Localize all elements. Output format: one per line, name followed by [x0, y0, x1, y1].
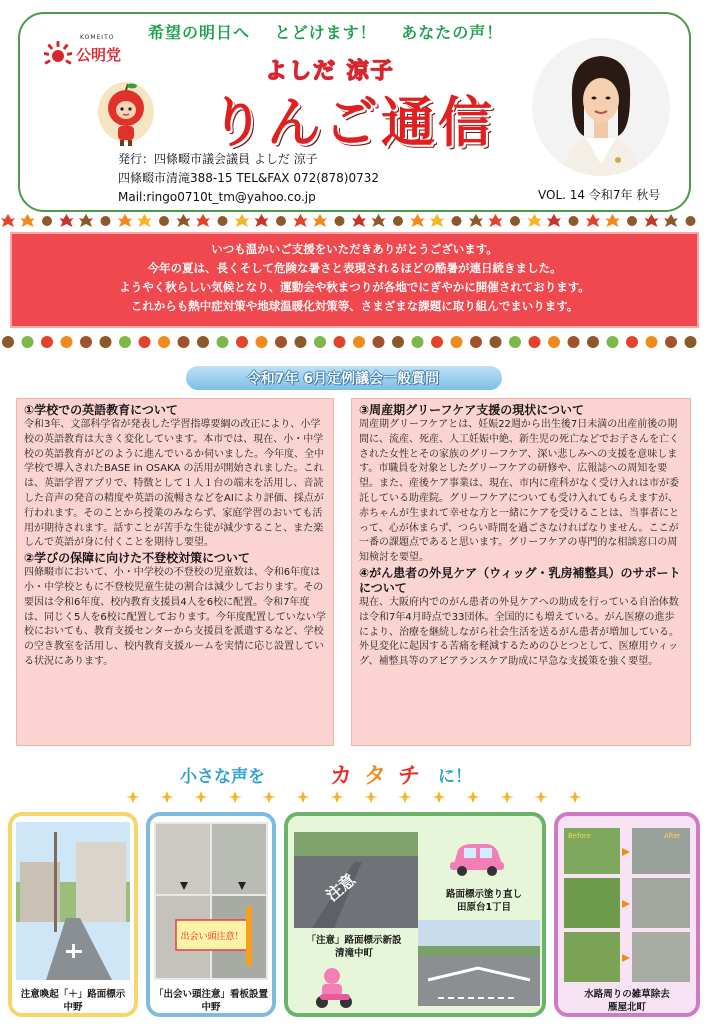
sparkle-icon	[330, 791, 344, 803]
maple-leaf-icon	[334, 336, 346, 348]
chestnut-icon	[276, 216, 286, 226]
maple-leaf-icon	[528, 214, 542, 227]
road-marking-photo-1	[294, 832, 418, 928]
chestnut-icon	[393, 216, 403, 226]
question-2-heading: ②学びの保障に向けた不登校対策について	[24, 551, 250, 566]
maple-leaf-icon	[235, 214, 249, 227]
sparkle-icon	[534, 791, 548, 803]
chestnut-icon	[335, 216, 345, 226]
sun-logo-icon	[44, 40, 72, 68]
apple-mascot-icon	[94, 78, 158, 150]
photo-caption-3b	[292, 934, 416, 960]
photo-caption-3a	[428, 888, 540, 914]
grape-icon	[22, 336, 34, 348]
maple-leaf-icon	[236, 336, 248, 348]
street-photo-1	[16, 822, 130, 980]
chestnut-icon	[451, 336, 463, 348]
chestnut-icon	[569, 216, 579, 226]
grape-icon	[412, 336, 424, 348]
photo-caption-2-line-2: 中野	[201, 1002, 221, 1013]
grape-icon	[509, 336, 521, 348]
chestnut-icon	[159, 216, 169, 226]
photo-caption-3b-line-1: 「注意」路面標示新設	[306, 935, 402, 946]
maple-leaf-icon	[645, 214, 659, 227]
slogan-part-2: とどけます！	[274, 23, 377, 42]
photo-caption-4-line-1: 水路周りの雑草除去	[584, 989, 670, 1000]
party-romaji: KOMEITO	[80, 34, 115, 41]
email-line: Mail:ringo0710t_tm@yahoo.co.jp	[118, 190, 316, 204]
greeting-line-1: いつも温かいご支援をいただきありがとうございます。	[211, 242, 498, 256]
chestnut-icon	[646, 336, 658, 348]
chestnut-icon	[587, 336, 599, 348]
grape-icon	[607, 336, 619, 348]
chestnut-icon	[42, 216, 52, 226]
photo-card-4	[554, 812, 700, 1017]
chestnut-icon	[470, 336, 482, 348]
publisher-info	[118, 150, 379, 207]
grape-icon	[314, 336, 326, 348]
photo-caption-2-line-1: 「出会い頭注意」看板設置	[153, 989, 268, 1000]
chestnut-icon	[80, 336, 92, 348]
sparkle-icon	[194, 791, 208, 803]
photo-card-3	[284, 812, 546, 1017]
question-3-heading: ③周産期グリーフケア支援の現状について	[359, 403, 584, 417]
photo-caption-1-line-1: 注意喚起「＋」路面標示	[20, 989, 126, 1000]
chestnut-icon	[685, 336, 697, 348]
sparkle-icon	[364, 791, 378, 803]
sparkle-icon	[466, 791, 480, 803]
small-voice-heading	[180, 762, 480, 790]
chestnut-icon	[686, 216, 696, 226]
chestnut-icon	[373, 336, 385, 348]
greeting-line-4: これからも熱中症対策や地球温暖化対策等、さまざまな課題に取り組んでまいります。	[130, 299, 579, 313]
street-photo-2	[154, 822, 268, 980]
volume-label: VOL. 14 令和7年 秋号	[538, 188, 661, 202]
newsletter-title: りんご通信	[210, 91, 495, 154]
chestnut-icon	[510, 216, 520, 226]
road-paint-text: 注意	[322, 869, 360, 906]
maple-leaf-icon	[1, 214, 15, 227]
maple-leaf-icon	[139, 336, 151, 348]
maple-leaf-icon	[664, 214, 678, 227]
party-name: 公明党	[76, 46, 122, 64]
chestnut-icon	[275, 336, 287, 348]
autumn-leaves-border	[0, 213, 709, 229]
maple-leaf-icon	[586, 214, 600, 227]
chestnut-icon	[158, 336, 170, 348]
autumn-fruits-border	[0, 334, 709, 350]
chestnut-icon	[256, 336, 268, 348]
chestnut-icon	[665, 336, 677, 348]
road-marking-photo-2	[418, 920, 540, 1006]
maple-leaf-icon	[79, 214, 93, 227]
maple-leaf-icon	[60, 214, 74, 227]
maple-leaf-icon	[138, 214, 152, 227]
right-panel	[351, 398, 691, 746]
katachi-chi: チ	[398, 764, 421, 789]
katachi-ka: カ	[330, 764, 353, 789]
chestnut-icon	[452, 216, 462, 226]
warning-sign-text: 出会い頭注意！	[180, 932, 244, 942]
photo-caption-3a-line-1: 路面標示塗り直し	[445, 889, 522, 900]
sparkle-icon	[296, 791, 310, 803]
maple-leaf-icon	[313, 214, 327, 227]
after-label: After	[664, 832, 681, 840]
question-3-body: 周産期グリーフケアとは、妊娠22週から出生後7日未満の出産前後の期間に、流産、死産、人工妊娠中絶、新生児の死亡などでお子さんを亡くされた女性とその家族のグリーフケア、深い悲しみへの支援を意味します。市職員を対象としたグリーフケアの研修や、広報誌への周知を要望。また、産後ケア事業は、現在、市内に産科がなく受け入れは市が委託している助産院。グリーフケアについても受け入れてもらえますが、赤ちゃんが生まれて幸せな方と一緒にケアを受けることは、当事者にとって、心が休まらず、つらい時間を過ごさなければなりません。ここが一番の課題点であると思います。グリーフケアの専門的な相談窓口の周知検討を要望。	[359, 419, 679, 564]
left-panel	[16, 398, 334, 746]
sparkle-icon	[398, 791, 412, 803]
small-voice-part-1: 小さな声を	[180, 767, 265, 787]
photo-caption-3b-line-2: 清滝中町	[334, 948, 373, 959]
maple-leaf-icon	[431, 336, 443, 348]
chestnut-icon	[2, 336, 14, 348]
maple-leaf-icon	[529, 336, 541, 348]
question-2-body: 四條畷市において、小・中学校の不登校の児童数は、令和6年度は小・中学校ともに不登校児童生徒の割合は減少しております。その要因は令和6年度、校内教育支援員4人を6校に配置。令和7年度は、同じく5人を6校に配置しております。今年度配置していない学校においても、教育支援センターから支援員を派遣するなど、学校の空き教室を活用し、校内教育支援ルームを実情に応じ設置している状況にあります。	[24, 567, 326, 667]
photo-caption-2	[150, 988, 272, 1014]
photo-caption-1-line-2: 中野	[63, 1002, 83, 1013]
maple-leaf-icon	[21, 214, 35, 227]
slogan	[148, 20, 503, 43]
sparkle-icon	[568, 791, 582, 803]
small-voice-part-3: に！	[438, 767, 472, 787]
maple-leaf-icon	[547, 214, 561, 227]
scooter-rider-icon	[312, 966, 356, 1010]
portrait-photo	[532, 38, 670, 176]
chestnut-icon	[100, 336, 112, 348]
slogan-part-1: 希望の明日へ	[148, 23, 251, 42]
sparkle-stars-icon	[125, 790, 595, 804]
maple-leaf-icon	[469, 214, 483, 227]
maple-leaf-icon	[411, 214, 425, 227]
slogan-part-3: あなたの声！	[401, 23, 504, 42]
photo-card-1	[8, 812, 138, 1017]
question-1-heading: ①学校での英語教育について	[24, 403, 178, 417]
chestnut-icon	[61, 336, 73, 348]
chestnut-icon	[295, 336, 307, 348]
maple-leaf-icon	[196, 214, 210, 227]
sparkle-icon	[500, 791, 514, 803]
maple-leaf-icon	[606, 214, 620, 227]
question-4-heading: ④がん患者の外見ケア（ウィッグ・乳房補整具）のサポートについて	[359, 565, 681, 595]
maple-leaf-icon	[294, 214, 308, 227]
photo-caption-1	[12, 988, 134, 1014]
question-1-body: 令和3年、文部科学省が発表した学習指導要綱の改正により、小学校の英語教育は大きく変化しています。本市では、現在、小・中学校の英語教育がどのように進んでいるか伺いました。今年度、全中学校で導入されたBASE in OSAKA の活用が開始されました。これは、英語学習アプリで、特徴として１人１台の端末を活用し、音読した音声の発音の精度や英語の流暢さなどをAIにより評価、採点が行われます。そのことから授業のみならず、家庭学習のおいても活用が期待されます。話すことが苦手な生徒が減少すること、また楽しんで英語が身に付くことを期待し要望。	[24, 419, 324, 549]
maple-leaf-icon	[255, 214, 269, 227]
greeting-line-2: 今年の夏は、長くそして危険な暑さと表現されるほどの酷暑が連日続きました。	[147, 261, 562, 275]
header-box	[18, 12, 691, 212]
chestnut-icon	[197, 336, 209, 348]
chestnut-icon	[101, 216, 111, 226]
section-title: 令和7年 6月定例議会一般質問	[246, 371, 440, 387]
photo-caption-4-line-2: 雁屋北町	[607, 1002, 646, 1013]
maple-leaf-icon	[372, 214, 386, 227]
chestnut-icon	[392, 336, 404, 348]
person-name: よしだ 涼子	[265, 59, 395, 84]
chestnut-icon	[490, 336, 502, 348]
waterway-before-after-photo	[562, 826, 692, 984]
maple-leaf-icon	[489, 214, 503, 227]
maple-leaf-icon	[41, 336, 53, 348]
grape-icon	[217, 336, 229, 348]
photo-caption-3a-line-2: 田原台1丁目	[456, 902, 512, 913]
maple-leaf-icon	[177, 214, 191, 227]
photo-caption-4	[558, 988, 696, 1014]
sparkle-icon	[126, 791, 140, 803]
chestnut-icon	[568, 336, 580, 348]
chestnut-icon	[627, 216, 637, 226]
sparkle-icon	[432, 791, 446, 803]
question-4-body: 現在、大阪府内でのがん患者の外見ケアへの助成を行っている自治体数は令和7年4月時点で33団体。全国的にも増えている。がん医療の進歩により、治療を継続しながら社会生活を送るがん患者が増加している。外見変化に起因する苦痛を軽減するためのひとつとして、医療用ウィッグ、補整具等のアピアランスケア助成に早急な支援策を強く要望。	[359, 596, 679, 668]
maple-leaf-icon	[430, 214, 444, 227]
katachi-ta: タ	[364, 764, 387, 789]
chestnut-icon	[178, 336, 190, 348]
before-label: Before	[568, 832, 591, 840]
photo-card-2	[146, 812, 276, 1017]
section-banner	[178, 364, 508, 392]
pink-car-icon	[448, 838, 506, 878]
maple-leaf-icon	[352, 214, 366, 227]
chestnut-icon	[548, 336, 560, 348]
sparkle-icon	[160, 791, 174, 803]
sparkle-icon	[228, 791, 242, 803]
chestnut-icon	[218, 216, 228, 226]
greeting-line-3: ようやく秋らしい気候となり、運動会や秋まつりが各地でにぎやかに開催されております。	[119, 280, 590, 294]
maple-leaf-icon	[118, 214, 132, 227]
maple-leaf-icon	[626, 336, 638, 348]
sparkle-icon	[262, 791, 276, 803]
publisher-line: 発行：四條畷市議会議員 よしだ 涼子	[118, 152, 318, 166]
address-line: 四條畷市清滝388-15 TEL&FAX 072(878)0732	[118, 171, 380, 185]
party-logo	[42, 24, 142, 74]
grape-icon	[119, 336, 131, 348]
greeting-message	[10, 232, 699, 328]
chestnut-icon	[353, 336, 365, 348]
